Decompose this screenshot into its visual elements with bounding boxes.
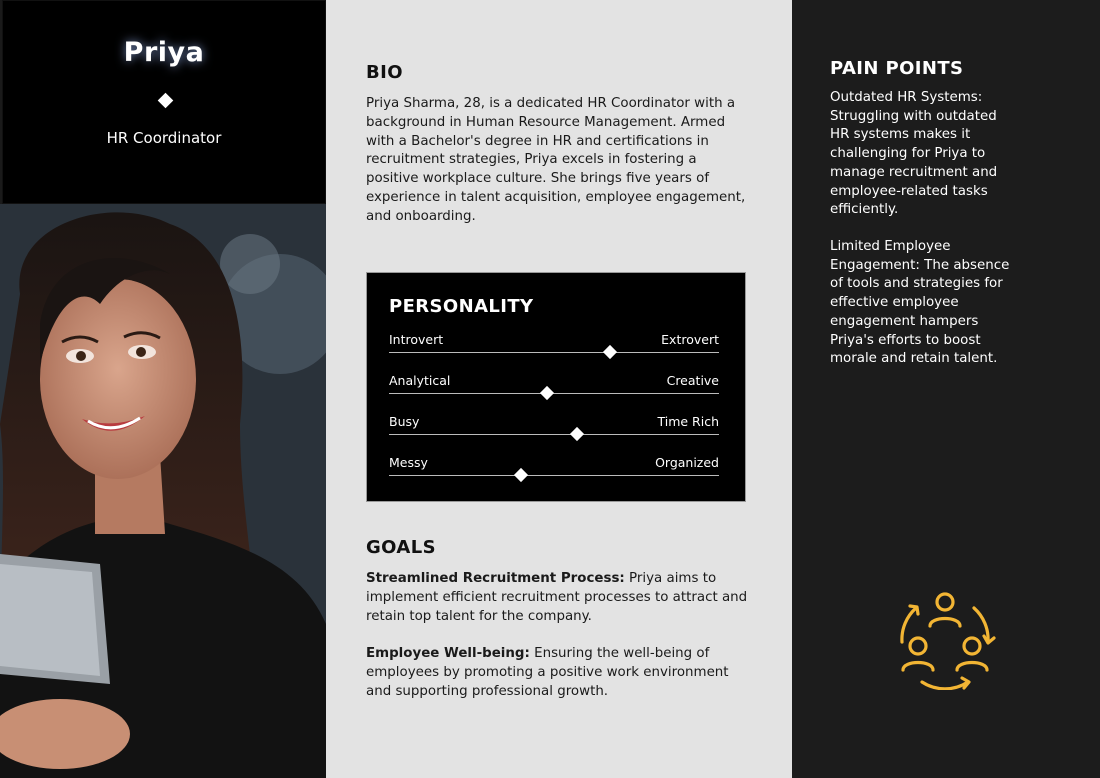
trait-track	[389, 475, 719, 476]
diamond-divider-icon	[158, 93, 174, 109]
pain-point-item: Outdated HR Systems: Struggling with outdated HR systems makes it challenging for Priya to manage recruitment and employee-related tasks efficiently.	[830, 90, 998, 218]
goal-text: Ensuring the well-being of employees by promoting a positive work environment and supporting professional growth.	[366, 646, 729, 699]
trait-slider-knob[interactable]	[603, 345, 617, 359]
trait-messy-organized	[389, 455, 719, 485]
trait-right-label: Time Rich	[657, 414, 719, 429]
team-cycle-icon	[892, 584, 998, 690]
personality-panel	[366, 272, 746, 502]
trait-slider-knob[interactable]	[570, 427, 584, 441]
goal-heading: Employee Well-being:	[366, 646, 530, 661]
right-column	[792, 0, 1100, 778]
trait-left-label: Introvert	[389, 332, 444, 347]
name-card	[2, 0, 326, 204]
trait-busy-timerich	[389, 414, 719, 444]
trait-track	[389, 393, 719, 394]
goal-item	[366, 570, 756, 626]
goal-item	[366, 645, 756, 701]
trait-slider-knob[interactable]	[540, 386, 554, 400]
goals-title: GOALS	[366, 537, 436, 558]
trait-left-label: Busy	[389, 414, 420, 429]
goal-text: Priya aims to implement efficient recruitment processes to attract and retain top talent for the company.	[366, 571, 748, 624]
persona-role: HR Coordinator	[106, 129, 222, 147]
persona-photo	[0, 204, 326, 778]
trait-right-label: Creative	[666, 373, 719, 388]
bio-text: Priya Sharma, 28, is a dedicated HR Coordinator with a background in Human Resource Management. Armed with a Bachelor's degree in HR and certifications in recruitment strategies, Priya excels in fostering a positive workplace culture. She brings five years of experience in talent acquisition, employee engagement, and onboarding.	[366, 96, 746, 224]
trait-track	[389, 352, 719, 353]
bio-title: BIO	[366, 62, 403, 83]
trait-slider-knob[interactable]	[514, 468, 528, 482]
trait-introvert-extrovert	[389, 332, 719, 362]
middle-column	[326, 0, 792, 778]
pain-points-title: PAIN POINTS	[830, 58, 964, 79]
trait-right-label: Extrovert	[661, 332, 719, 347]
personality-title: PERSONALITY	[389, 296, 534, 317]
portrait-illustration	[0, 204, 326, 778]
trait-right-label: Organized	[655, 455, 719, 470]
left-column	[0, 0, 326, 778]
trait-left-label: Messy	[389, 455, 428, 470]
goal-heading: Streamlined Recruitment Process:	[366, 571, 625, 586]
persona-name: Priya	[123, 37, 205, 68]
pain-point-item: Limited Employee Engagement: The absence of tools and strategies for effective employee engagement hampers Priya's efforts to boost morale and retain talent.	[830, 239, 1010, 367]
trait-track	[389, 434, 719, 435]
trait-analytical-creative	[389, 373, 719, 403]
trait-left-label: Analytical	[389, 373, 451, 388]
